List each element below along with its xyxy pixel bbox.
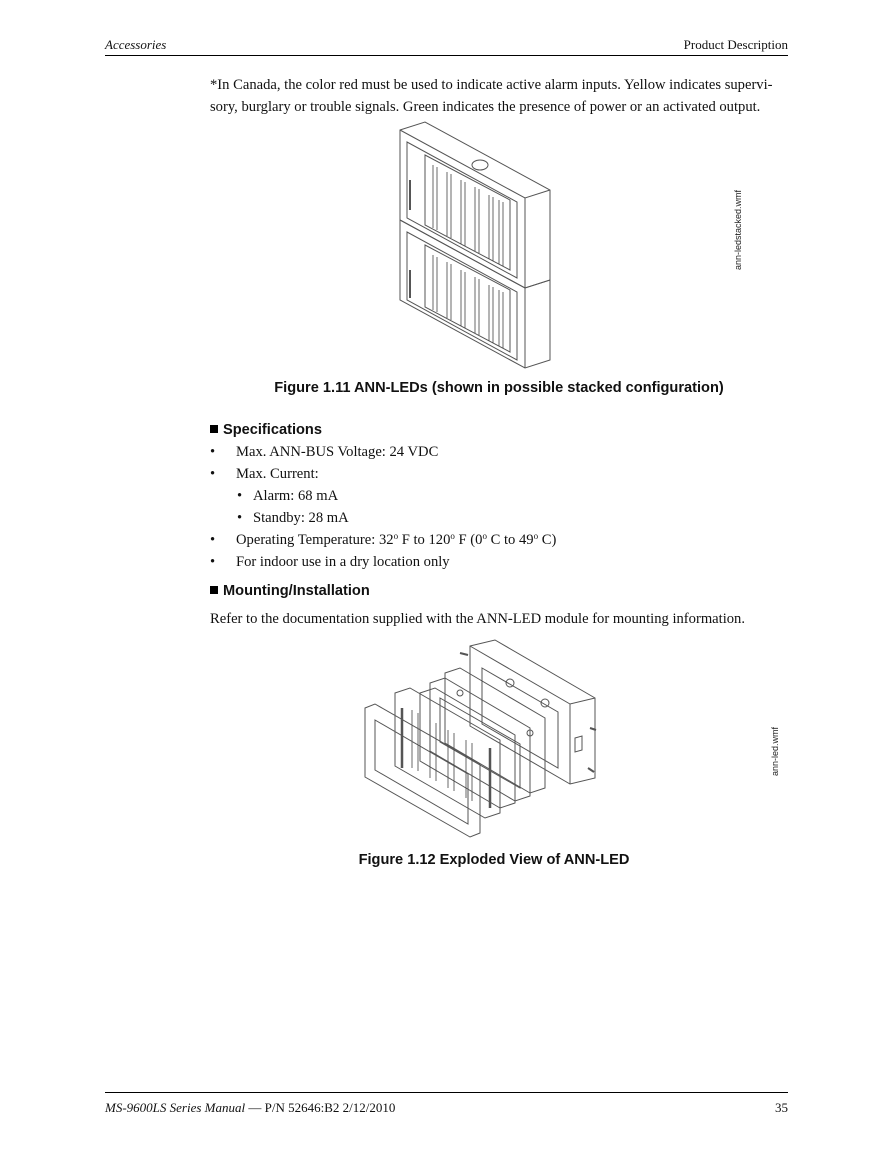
spec-current-text: Max. Current: — [236, 466, 319, 482]
footer-manual — [105, 1100, 395, 1116]
spec-indoor-text: For indoor use in a dry location only — [236, 554, 450, 570]
spec-alarm — [237, 488, 338, 505]
square-bullet-icon — [210, 425, 218, 433]
figure2-file-label: ann-led.wmf — [770, 726, 780, 776]
footer-rule — [105, 1092, 788, 1093]
figure2-caption: Figure 1.12 Exploded View of ANN-LED — [358, 852, 630, 868]
degree-sup: o — [482, 531, 487, 541]
degree-sup: o — [393, 531, 399, 541]
bullet-dot-icon: • — [210, 554, 216, 570]
spec-voltage — [210, 444, 438, 461]
degree-sup: o — [450, 531, 455, 541]
spec-alarm-text: Alarm: 68 mA — [253, 488, 339, 504]
bullet-dot-icon: • — [210, 466, 216, 482]
specifications-heading-text: Specifications — [223, 422, 322, 438]
spec-temperature — [210, 532, 556, 549]
spec-voltage-text: Max. ANN-BUS Voltage: 24 VDC — [236, 444, 439, 460]
mounting-paragraph: Refer to the documentation supplied with the ANN-LED module for mounting information. — [210, 611, 746, 627]
intro-paragraph: *In Canada, the color red must be used to indicate active alarm inputs. Yellow indicates supervi-sory, burglary or trouble signals. Green indicates the presence of power or an activated output. — [210, 77, 773, 115]
bullet-dot-icon: • — [237, 488, 243, 504]
stacked-annunciator-illustration — [395, 120, 555, 370]
footer-page-number: 35 — [775, 1100, 788, 1115]
temp-mid2: F (0 — [454, 532, 483, 548]
specifications-heading — [210, 422, 322, 438]
exploded-view-illustration — [360, 638, 600, 838]
header-rule — [105, 55, 788, 56]
spec-indoor — [210, 554, 450, 571]
running-header-section: Accessories — [105, 37, 167, 52]
temp-mid3: C to 49 — [486, 532, 534, 548]
footer-part-number: — P/N 52646:B2 2/12/2010 — [245, 1100, 396, 1115]
spec-current — [210, 466, 319, 483]
mounting-heading-text: Mounting/Installation — [223, 583, 370, 599]
figure1-file-label: ann-ledstacked.wmf — [733, 189, 743, 270]
footer-manual-title: MS-9600LS Series Manual — [105, 1100, 246, 1115]
bullet-dot-icon: • — [210, 444, 216, 460]
running-header-chapter: Product Description — [683, 37, 788, 52]
temp-prefix: Operating Temperature: 32 — [236, 532, 394, 548]
bullet-dot-icon: • — [237, 510, 243, 526]
spec-standby-text: Standby: 28 mA — [253, 510, 349, 526]
degree-sup: o — [533, 531, 539, 541]
temp-mid1: F to 120 — [398, 532, 451, 548]
temp-end: C) — [538, 532, 557, 548]
square-bullet-icon — [210, 586, 218, 594]
spec-standby — [237, 510, 349, 527]
figure1-caption: Figure 1.11 ANN-LEDs (shown in possible stacked configuration) — [274, 380, 724, 396]
bullet-dot-icon: • — [210, 532, 216, 548]
mounting-heading — [210, 583, 370, 599]
